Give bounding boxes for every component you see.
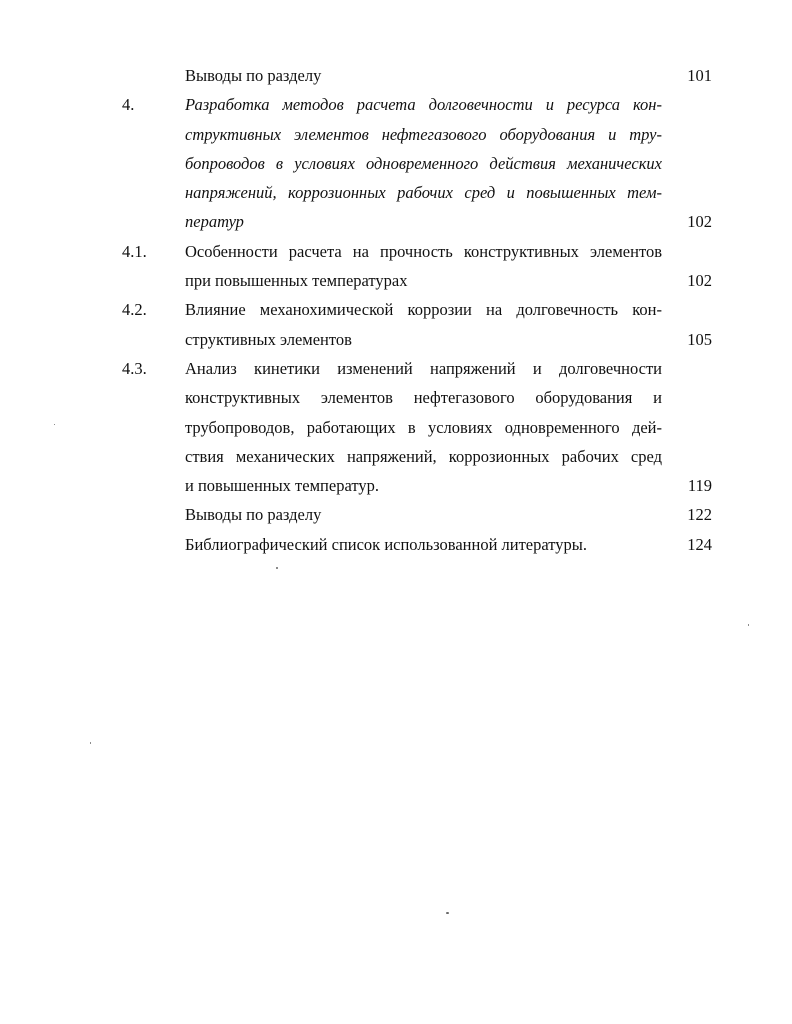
title-line: структивных элементов нефтегазового оборудования и тру- xyxy=(185,124,662,144)
table-of-contents xyxy=(122,61,714,559)
section-number: 4.2. xyxy=(122,300,147,320)
page-number: 101 xyxy=(687,66,712,85)
entry-title xyxy=(185,295,714,354)
toc-entry xyxy=(122,530,714,559)
section-number: 4.3. xyxy=(122,358,147,378)
toc-entry xyxy=(122,90,714,236)
page-number: 119 xyxy=(687,476,712,496)
toc-entry xyxy=(122,354,714,500)
entry-title xyxy=(185,90,714,236)
title-line: Выводы по разделу xyxy=(185,505,322,525)
page-number: 102 xyxy=(687,212,712,232)
title-line: Влияние механохимической коррозии на долговечность кон- xyxy=(185,300,662,320)
title-line: конструктивных элементов нефтегазового оборудования и xyxy=(185,388,662,408)
page-number: 124 xyxy=(687,534,712,554)
entry-title xyxy=(185,354,714,500)
title-line: и повышенных температур. xyxy=(185,476,379,496)
title-line: при повышенных температурах xyxy=(185,271,408,291)
title-line: бопроводов в условиях одновременного действия механических xyxy=(185,153,662,173)
title-line: структивных элементов xyxy=(185,329,352,349)
entry-title xyxy=(185,237,714,296)
title-line: Библиографический список использованной литературы. xyxy=(185,534,587,554)
entry-title xyxy=(185,61,714,90)
title-line: напряжений, коррозионных рабочих сред и повышенных тем- xyxy=(185,183,662,203)
scan-speck xyxy=(446,912,449,914)
title-line: трубопроводов, работающих в условиях одновременного дей- xyxy=(185,417,662,437)
page-number: 102 xyxy=(687,271,712,291)
title-line: Анализ кинетики изменений напряжений и долговечности xyxy=(185,358,662,378)
page-number: 122 xyxy=(687,505,712,525)
title-line: Разработка методов расчета долговечности и ресурса кон- xyxy=(185,95,662,115)
page-number: 105 xyxy=(687,329,712,349)
scan-speck xyxy=(748,624,749,626)
entry-title xyxy=(185,530,714,559)
scan-speck xyxy=(276,567,278,569)
section-number: 4. xyxy=(122,95,135,115)
toc-entry xyxy=(122,237,714,296)
scan-speck xyxy=(90,742,91,744)
toc-entry xyxy=(122,295,714,354)
title-line: ператур xyxy=(185,212,244,232)
scan-speck xyxy=(54,424,55,425)
title-line: Выводы по разделу xyxy=(185,66,322,85)
toc-entry xyxy=(122,500,714,529)
title-line: ствия механических напряжений, коррозионных рабочих сред xyxy=(185,446,662,466)
title-line: Особенности расчета на прочность конструктивных элементов xyxy=(185,241,662,261)
entry-title xyxy=(185,500,714,529)
toc-entry xyxy=(122,61,714,90)
section-number: 4.1. xyxy=(122,241,147,261)
